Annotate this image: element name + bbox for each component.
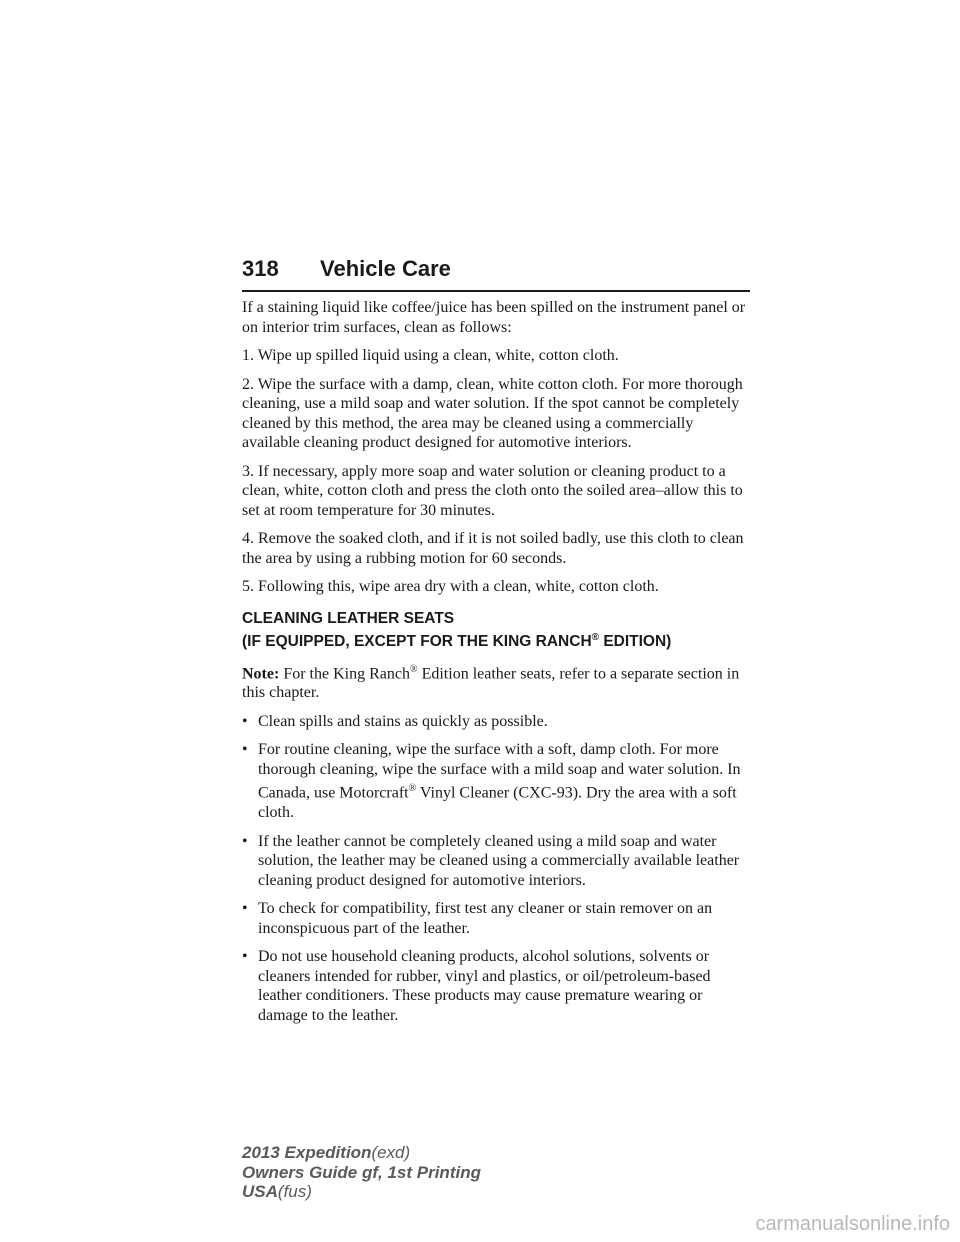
footer-model-code: (exd) <box>371 1143 411 1162</box>
footer-market-code: (fus) <box>277 1182 312 1201</box>
bullet-icon: • <box>242 832 248 850</box>
section-title: Vehicle Care <box>320 256 451 281</box>
bullet-icon: • <box>242 712 248 730</box>
note-label: Note: <box>242 664 280 682</box>
list-item-text: For routine cleaning, wipe the surface with a soft, damp cloth. For more thorough cleaning, wipe the surface with a mild soap and water solution. In Canada, use Motorcraft <box>258 741 741 802</box>
footer-market: USA <box>242 1182 278 1201</box>
page-header <box>242 256 750 292</box>
section-heading <box>242 609 752 651</box>
step-1: 1. Wipe up spilled liquid using a clean, white, cotton cloth. <box>242 347 619 364</box>
note-text-a: For the King Ranch <box>279 664 410 682</box>
list-item <box>242 899 752 938</box>
list-item <box>242 947 752 1025</box>
list-item-text-end: Vinyl Cleaner (CXC-93). Dry the area with a soft cloth. <box>258 784 737 822</box>
step-5: 5. Following this, wipe area dry with a clean, white, cotton cloth. <box>242 578 659 595</box>
footer-line-3 <box>242 1182 481 1202</box>
bullet-icon: • <box>242 900 248 918</box>
step-4: 4. Remove the soaked cloth, and if it is not soiled badly, use this cloth to clean the area by using a rubbing motion for 60 seconds. <box>242 530 744 567</box>
footer-line-1 <box>242 1143 481 1163</box>
note-text-b: Edition leather seats, refer to a separate section in this chapter. <box>242 664 740 702</box>
bullet-list <box>242 712 752 1025</box>
step-3: 3. If necessary, apply more soap and water solution or cleaning product to a clean, white, cotton cloth and press the cloth onto the soiled area–allow this to set at room temperature for 30 minutes. <box>242 462 743 519</box>
list-item <box>242 832 752 891</box>
list-item-text: If the leather cannot be completely cleaned using a mild soap and water solution, the leather may be cleaned using a commercially available leather cleaning product designed for automotive interiors. <box>258 832 740 889</box>
footer-model: 2013 Expedition <box>242 1143 372 1162</box>
heading-line-2-end: EDITION) <box>599 632 672 650</box>
list-item-text: Clean spills and stains as quickly as possible. <box>258 712 548 730</box>
list-item-text: To check for compatibility, first test any cleaner or stain remover on an inconspicuous part of the leather. <box>258 900 713 937</box>
heading-line-1: CLEANING LEATHER SEATS <box>242 609 455 627</box>
heading-line-2 <box>242 628 752 651</box>
list-item-text: Do not use household cleaning products, alcohol solutions, solvents or cleaners intended for rubber, vinyl and plastics, or oil/petroleum-based leather conditioners. These products may cause premature wearing or damage to the leather. <box>258 948 711 1024</box>
list-item <box>242 740 752 822</box>
page-body <box>242 298 752 1034</box>
page-number: 318 <box>242 256 279 281</box>
bullet-icon: • <box>242 948 248 966</box>
step-2: 2. Wipe the surface with a damp, clean, white cotton cloth. For more thorough cleaning, use a mild soap and water solution. If the spot cannot be completely cleaned by this method, the area may be cleaned using a commercially available cleaning product designed for automotive interiors. <box>242 375 743 451</box>
registered-mark: ® <box>408 783 417 795</box>
heading-line-2-text: (IF EQUIPPED, EXCEPT FOR THE KING RANCH <box>242 632 592 650</box>
registered-mark: ® <box>591 631 600 643</box>
bullet-icon: • <box>242 741 248 759</box>
print-footer <box>242 1143 481 1202</box>
footer-line-2: Owners Guide gf, 1st Printing <box>242 1162 481 1182</box>
watermark: carmanualsonline.info <box>755 1213 950 1235</box>
registered-mark: ® <box>409 663 418 675</box>
note-paragraph <box>242 660 752 703</box>
list-item <box>242 712 752 732</box>
intro-paragraph: If a staining liquid like coffee/juice has been spilled on the instrument panel or on interior trim surfaces, clean as follows: <box>242 299 746 336</box>
